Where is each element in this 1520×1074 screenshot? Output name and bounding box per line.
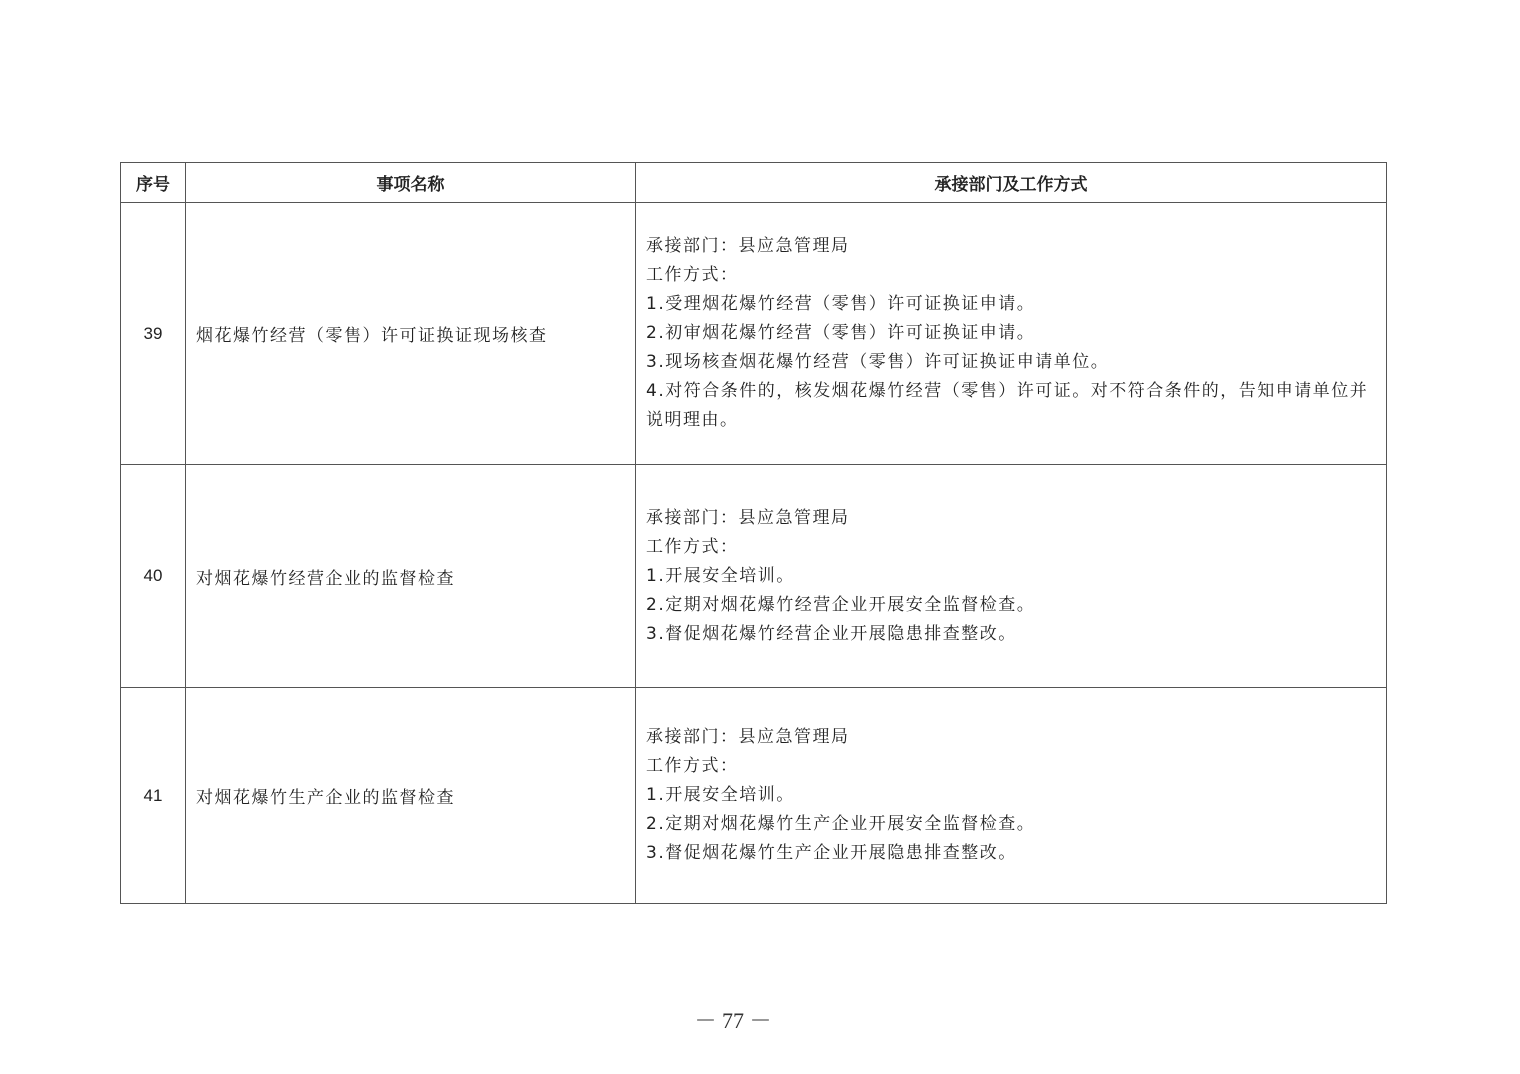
row-department: 承接部门：县应急管理局 xyxy=(646,507,850,528)
row-step: 3.现场核查烟花爆竹经营（零售）许可证换证申请单位。 xyxy=(646,352,1110,372)
row-step: 3.督促烟花爆竹经营企业开展隐患排查整改。 xyxy=(646,623,1017,644)
row-step: 1.开展安全培训。 xyxy=(646,565,795,586)
row-step: 1.开展安全培训。 xyxy=(646,785,795,805)
row-department-method xyxy=(636,465,1387,688)
row-serial-number: 40 xyxy=(121,465,186,688)
header-matter-name: 事项名称 xyxy=(186,163,636,203)
table-header-row xyxy=(121,163,1387,203)
row-method-title: 工作方式： xyxy=(646,265,739,285)
table-row xyxy=(121,465,1387,688)
row-step: 2.定期对烟花爆竹生产企业开展安全监督检查。 xyxy=(646,814,1036,834)
row-serial-number: 39 xyxy=(121,203,186,465)
row-step: 2.初审烟花爆竹经营（零售）许可证换证申请。 xyxy=(646,323,1036,343)
row-method-title: 工作方式： xyxy=(646,756,739,776)
row-step: 2.定期对烟花爆竹经营企业开展安全监督检查。 xyxy=(646,594,1036,615)
row-department: 承接部门：县应急管理局 xyxy=(646,727,850,747)
row-step: 3.督促烟花爆竹生产企业开展隐患排查整改。 xyxy=(646,843,1017,863)
row-step: 1.受理烟花爆竹经营（零售）许可证换证申请。 xyxy=(646,294,1036,314)
row-matter-name: 烟花爆竹经营（零售）许可证换证现场核查 xyxy=(186,203,636,465)
row-department-method xyxy=(636,688,1387,904)
row-matter-name: 对烟花爆竹经营企业的监督检查 xyxy=(186,465,636,688)
row-method-title: 工作方式： xyxy=(646,536,739,557)
header-department-method: 承接部门及工作方式 xyxy=(636,163,1387,203)
table-row xyxy=(121,688,1387,904)
row-matter-name: 对烟花爆竹生产企业的监督检查 xyxy=(186,688,636,904)
page-number: － 77 － xyxy=(694,1008,772,1033)
row-serial-number: 41 xyxy=(121,688,186,904)
row-department-method xyxy=(636,203,1387,465)
row-step: 4.对符合条件的，核发烟花爆竹经营（零售）许可证。对不符合条件的，告知申请单位并说明理由。 xyxy=(646,381,1369,430)
matters-table-container xyxy=(120,162,1387,904)
row-department: 承接部门：县应急管理局 xyxy=(646,236,850,256)
table-row xyxy=(121,203,1387,465)
matters-table xyxy=(120,162,1387,904)
header-serial-number: 序号 xyxy=(121,163,186,203)
